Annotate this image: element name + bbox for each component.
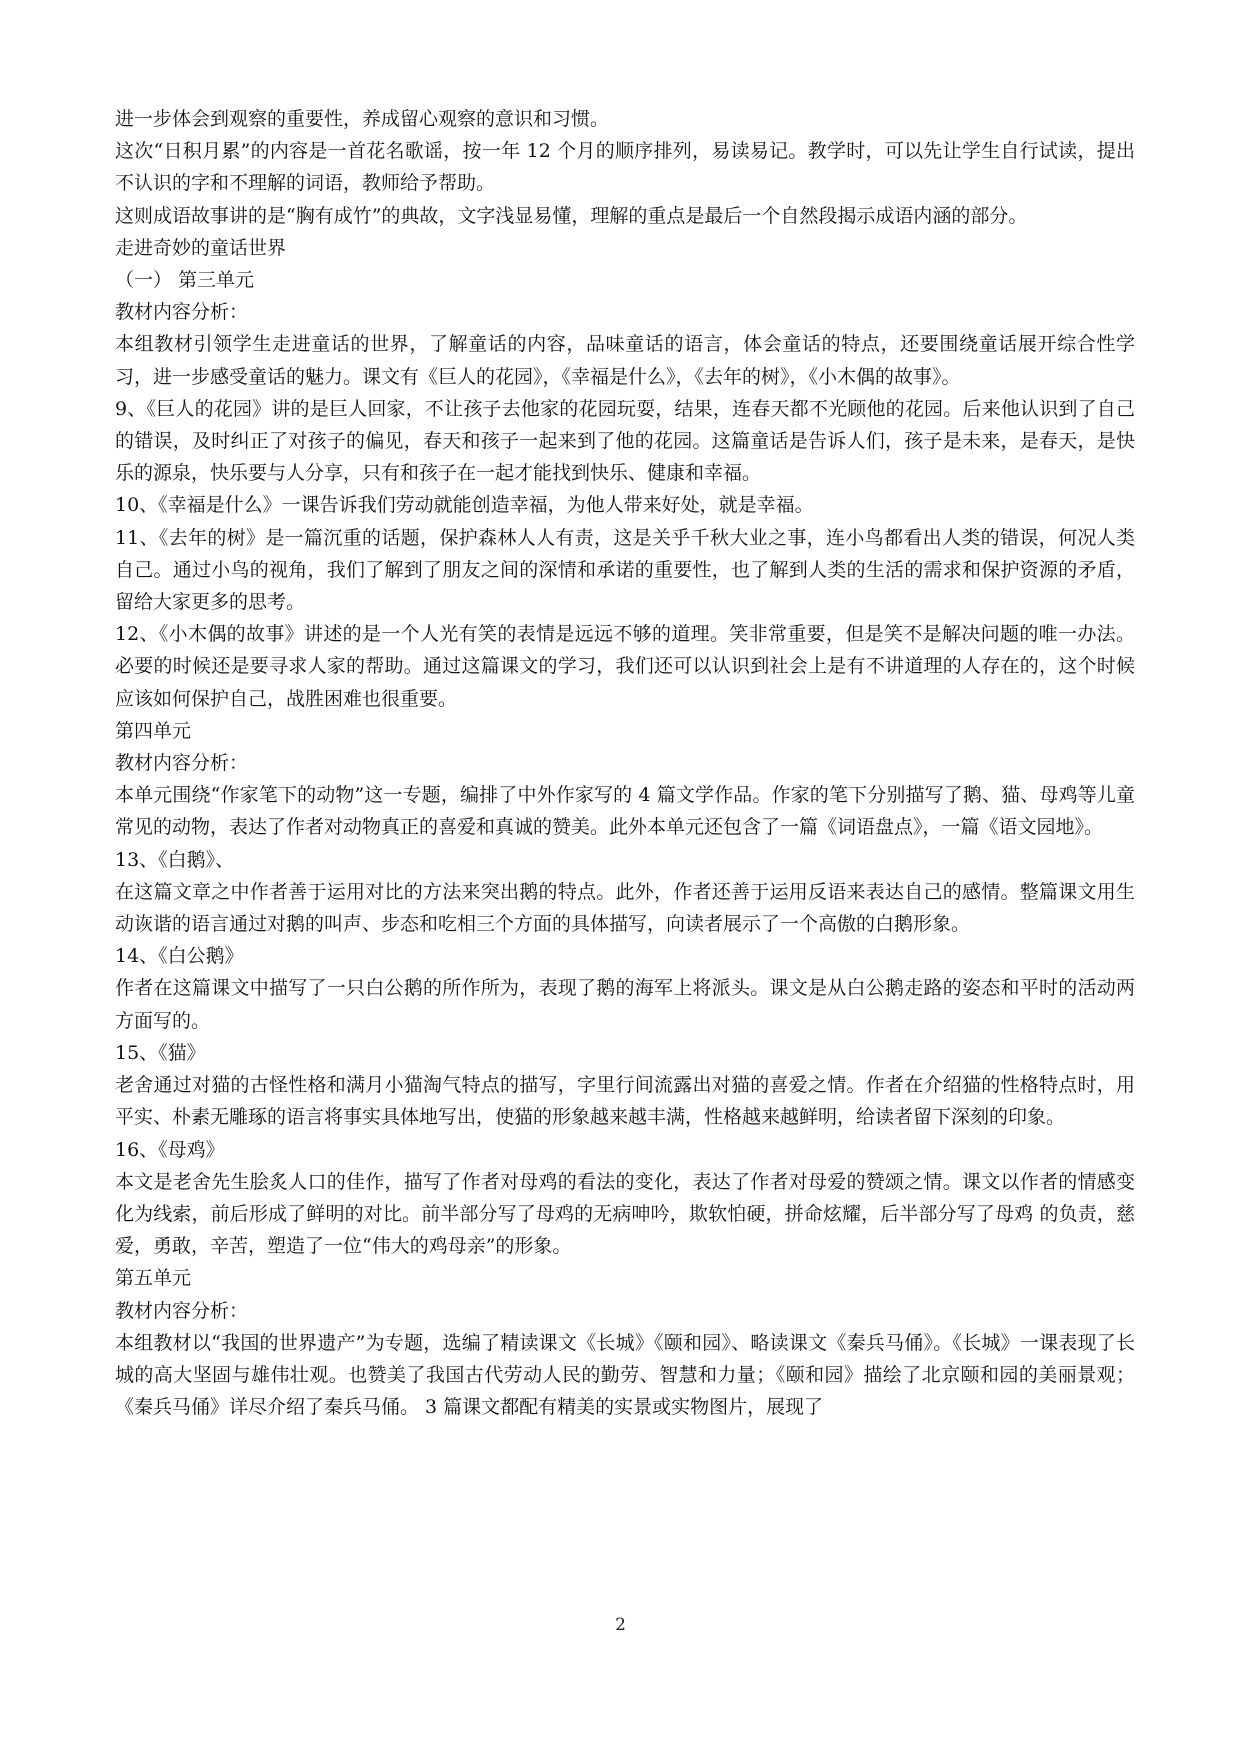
paragraph: 11、《去年的树》是一篇沉重的话题，保护森林人人有责，这是关乎千秋大业之事，连小鸟都看出人类的错误，何况人类自己。通过小鸟的视角，我们了解到了朋友之间的深情和承诺的重要性，也了解到人类的生活的需求和保护资源的矛盾，留给大家更多的思考。 bbox=[115, 526, 1135, 614]
paragraph: 在这篇文章之中作者善于运用对比的方法来突出鹅的特点。此外，作者还善于运用反语来表达自己的感情。整篇课文用生动诙谐的语言通过对鹅的叫声、步态和吃相三个方面的具体描写，向读者展示了一个高傲的白鹅形象。 bbox=[115, 880, 1135, 936]
subheading: 教材内容分析： bbox=[115, 752, 249, 775]
page-number: 2 bbox=[615, 1615, 626, 1635]
document-body bbox=[115, 103, 1135, 1423]
paragraph: 本组教材引领学生走进童话的世界，了解童话的内容，品味童话的语言，体会童话的特点，还要围绕童话展开综合性学习，进一步感受童话的魅力。课文有《巨人的花园》，《幸福是什么》，《去年的树》，《小木偶的故事》。 bbox=[115, 333, 1135, 388]
paragraph: 本组教材以“我国的世界遗产”为专题，选编了精读课文《长城》《颐和园》、略读课文《秦兵马俑》。《长城》一课表现了长城的高大坚固与雄伟壮观。也赞美了我国古代劳动人民的勤劳、智慧和力量；《颐和园》描绘了北京颐和园的美丽景观；《秦兵马俑》详尽介绍了秦兵马俑。 3 篇课文都配有精美的实景或实物图片，展现了 bbox=[115, 1331, 1135, 1419]
unit-heading: 第四单元 bbox=[115, 719, 192, 742]
lesson-title: 13、《白鹅》、 bbox=[115, 848, 235, 871]
subheading: 教材内容分析： bbox=[115, 1299, 249, 1322]
section-heading: 走进奇妙的童话世界 bbox=[115, 236, 287, 259]
paragraph: 这则成语故事讲的是“胸有成竹”的典故，文字浅显易懂，理解的重点是最后一个自然段揭示成语内涵的部分。 bbox=[115, 204, 1028, 227]
paragraph: 9、《巨人的花园》讲的是巨人回家，不让孩子去他家的花园玩耍，结果，连春天都不光顾他的花园。后来他认识到了自己的错误，及时纠正了对孩子的偏见，春天和孩子一起来到了他的花园。这篇童话是告诉人们，孩子是未来，是春天，是快乐的源泉，快乐要与人分享，只有和孩子在一起才能找到快乐、健康和幸福。 bbox=[115, 397, 1135, 485]
paragraph: 老舍通过对猫的古怪性格和满月小猫淘气特点的描写，字里行间流露出对猫的喜爱之情。作者在介绍猫的性格特点时，用平实、朴素无雕琢的语言将事实具体地写出，使猫的形象越来越丰满，性格越来越鲜明，给读者留下深刻的印象。 bbox=[115, 1074, 1135, 1129]
subheading: 教材内容分析： bbox=[115, 301, 249, 324]
paragraph: 这次“日积月累”的内容是一首花名歌谣，按一年 12 个月的顺序排列，易读易记。教学时，可以先让学生自行试读，提出不认识的字和不理解的词语，教师给予帮助。 bbox=[115, 140, 1135, 195]
lesson-title: 15、《猫》 bbox=[115, 1041, 206, 1064]
paragraph: 作者在这篇课文中描写了一只白公鹅的所作所为，表现了鹅的海军上将派头。课文是从白公鹅走路的姿态和平时的活动两方面写的。 bbox=[115, 977, 1135, 1032]
lesson-title: 16、《母鸡》 bbox=[115, 1138, 225, 1161]
unit-heading: 第五单元 bbox=[115, 1267, 192, 1290]
lesson-title: 14、《白公鹅》 bbox=[115, 945, 244, 968]
paragraph: 10、《幸福是什么》一课告诉我们劳动就能创造幸福，为他人带来好处，就是幸福。 bbox=[115, 494, 814, 517]
paragraph: 本文是老舍先生脍炙人口的佳作，描写了作者对母鸡的看法的变化，表达了作者对母爱的赞颂之情。课文以作者的情感变化为线索，前后形成了鲜明的对比。前半部分写了母鸡的无病呻吟，欺软怕硬，拼命炫耀，后半部分写了母鸡 的负责，慈爱，勇敢，辛苦，塑造了一位“伟大的鸡母亲”的形象。 bbox=[115, 1170, 1135, 1258]
paragraph: 12、《小木偶的故事》讲述的是一个人光有笑的表情是远远不够的道理。笑非常重要，但是笑不是解决问题的唯一办法。必要的时候还是要寻求人家的帮助。通过这篇课文的学习，我们还可以认识到社会上是有不讲道理的人存在的，这个时候应该如何保护自己，战胜困难也很重要。 bbox=[115, 623, 1135, 710]
paragraph: 进一步体会到观察的重要性，养成留心观察的意识和习惯。 bbox=[115, 108, 610, 130]
paragraph: 本单元围绕“作家笔下的动物”这一专题，编排了中外作家写的 4 篇文学作品。作家的笔下分别描写了鹅、猫、母鸡等儿童常见的动物，表达了作者对动物真正的喜爱和真诚的赞美。此外本单元还包含了一篇《词语盘点》，一篇《语文园地》。 bbox=[115, 784, 1135, 839]
unit-heading: （一） 第三单元 bbox=[115, 269, 255, 292]
